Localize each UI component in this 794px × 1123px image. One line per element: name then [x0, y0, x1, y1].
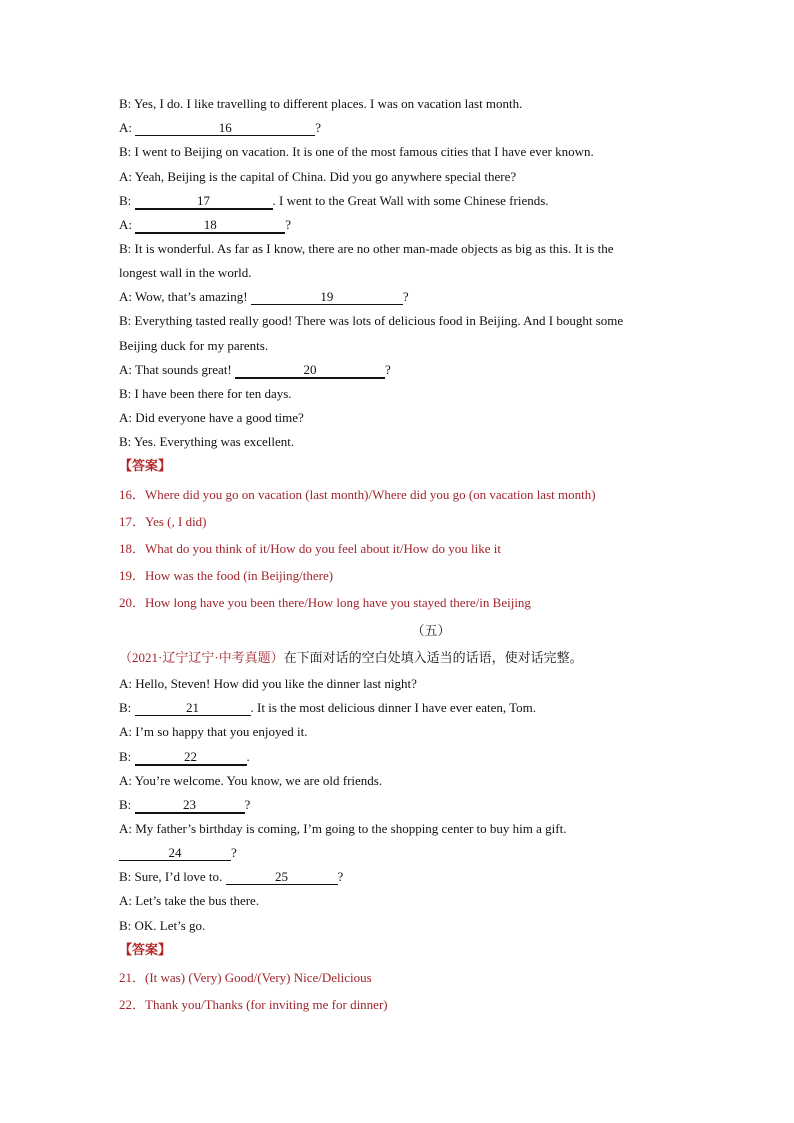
dialogue-line: A: That sounds great! 20 ?: [119, 362, 391, 377]
dialogue-line: A: 16 ?: [119, 120, 322, 135]
answer-item: 17．Yes (, I did): [119, 514, 207, 529]
blank-20: 20: [235, 363, 385, 379]
answer-item: 18．What do you think of it/How do you feel about it/How do you like it: [119, 541, 502, 556]
dialogue-line: A: Wow, that’s amazing! 19 ?: [119, 289, 409, 304]
dialogue-line: B: 23 ?: [119, 797, 251, 812]
blank-24: 24: [119, 846, 231, 861]
source-tag: （2021·辽宁辽宁·中考真题）: [119, 650, 284, 665]
dialogue-line: A: 18 ?: [119, 217, 292, 232]
question-instruction: （2021·辽宁辽宁·中考真题）在下面对话的空白处填入适当的话语，使对话完整。: [119, 650, 583, 665]
dialogue-line: B: I have been there for ten days.: [119, 386, 292, 401]
blank-16: 16: [135, 121, 315, 136]
answer-heading: 【答案】: [119, 942, 172, 957]
blank-23: 23: [135, 798, 245, 814]
dialogue-line: Beijing duck for my parents.: [119, 338, 269, 353]
answer-item: 16．Where did you go on vacation (last month)/Where did you go (on vacation last month): [119, 487, 596, 502]
dialogue-line: B: I went to Beijing on vacation. It is one of the most famous cities that I have ever known.: [119, 144, 594, 159]
answer-item: 19．How was the food (in Beijing/there): [119, 568, 334, 583]
dialogue-line: B: Yes, I do. I like travelling to different places. I was on vacation last month.: [119, 96, 523, 111]
dialogue-line: B: 17 . I went to the Great Wall with some Chinese friends.: [119, 193, 549, 208]
dialogue-line: A: I’m so happy that you enjoyed it.: [119, 724, 308, 739]
blank-25: 25: [226, 870, 338, 885]
dialogue-line: A: Hello, Steven! How did you like the dinner last night?: [119, 676, 417, 691]
dialogue-line: B: Yes. Everything was excellent.: [119, 434, 295, 449]
dialogue-line: 24 ?: [119, 845, 724, 861]
blank-18: 18: [135, 218, 285, 234]
dialogue-line: B: Sure, I’d love to. 25 ?: [119, 869, 344, 884]
blank-21: 21: [135, 701, 251, 716]
blank-17: 17: [135, 194, 273, 210]
answer-heading: 【答案】: [119, 458, 172, 473]
answer-item: 20．How long have you been there/How long have you stayed there/in Beijing: [119, 595, 531, 610]
dialogue-line: A: My father’s birthday is coming, I’m going to the shopping center to buy him a gift.: [119, 821, 567, 836]
section-title: （五）: [411, 623, 451, 638]
dialogue-line: B: OK. Let’s go.: [119, 918, 206, 933]
answer-item: 21．(It was) (Very) Good/(Very) Nice/Delicious: [119, 970, 372, 985]
dialogue-line: B: 22 .: [119, 749, 250, 764]
dialogue-line: longest wall in the world.: [119, 265, 252, 280]
blank-22: 22: [135, 750, 247, 766]
dialogue-line: B: It is wonderful. As far as I know, there are no other man-made objects as big as this. It is the: [119, 241, 614, 256]
dialogue-line: B: 21 . It is the most delicious dinner I have ever eaten, Tom.: [119, 700, 537, 715]
dialogue-line: A: You’re welcome. You know, we are old friends.: [119, 773, 383, 788]
answer-item: 22．Thank you/Thanks (for inviting me for dinner): [119, 997, 388, 1012]
dialogue-line: A: Did everyone have a good time?: [119, 410, 304, 425]
dialogue-line: A: Let’s take the bus there.: [119, 893, 260, 908]
dialogue-line: B: Everything tasted really good! There was lots of delicious food in Beijing. And I bought some: [119, 313, 624, 328]
blank-19: 19: [251, 290, 403, 305]
dialogue-line: A: Yeah, Beijing is the capital of China. Did you go anywhere special there?: [119, 169, 517, 184]
